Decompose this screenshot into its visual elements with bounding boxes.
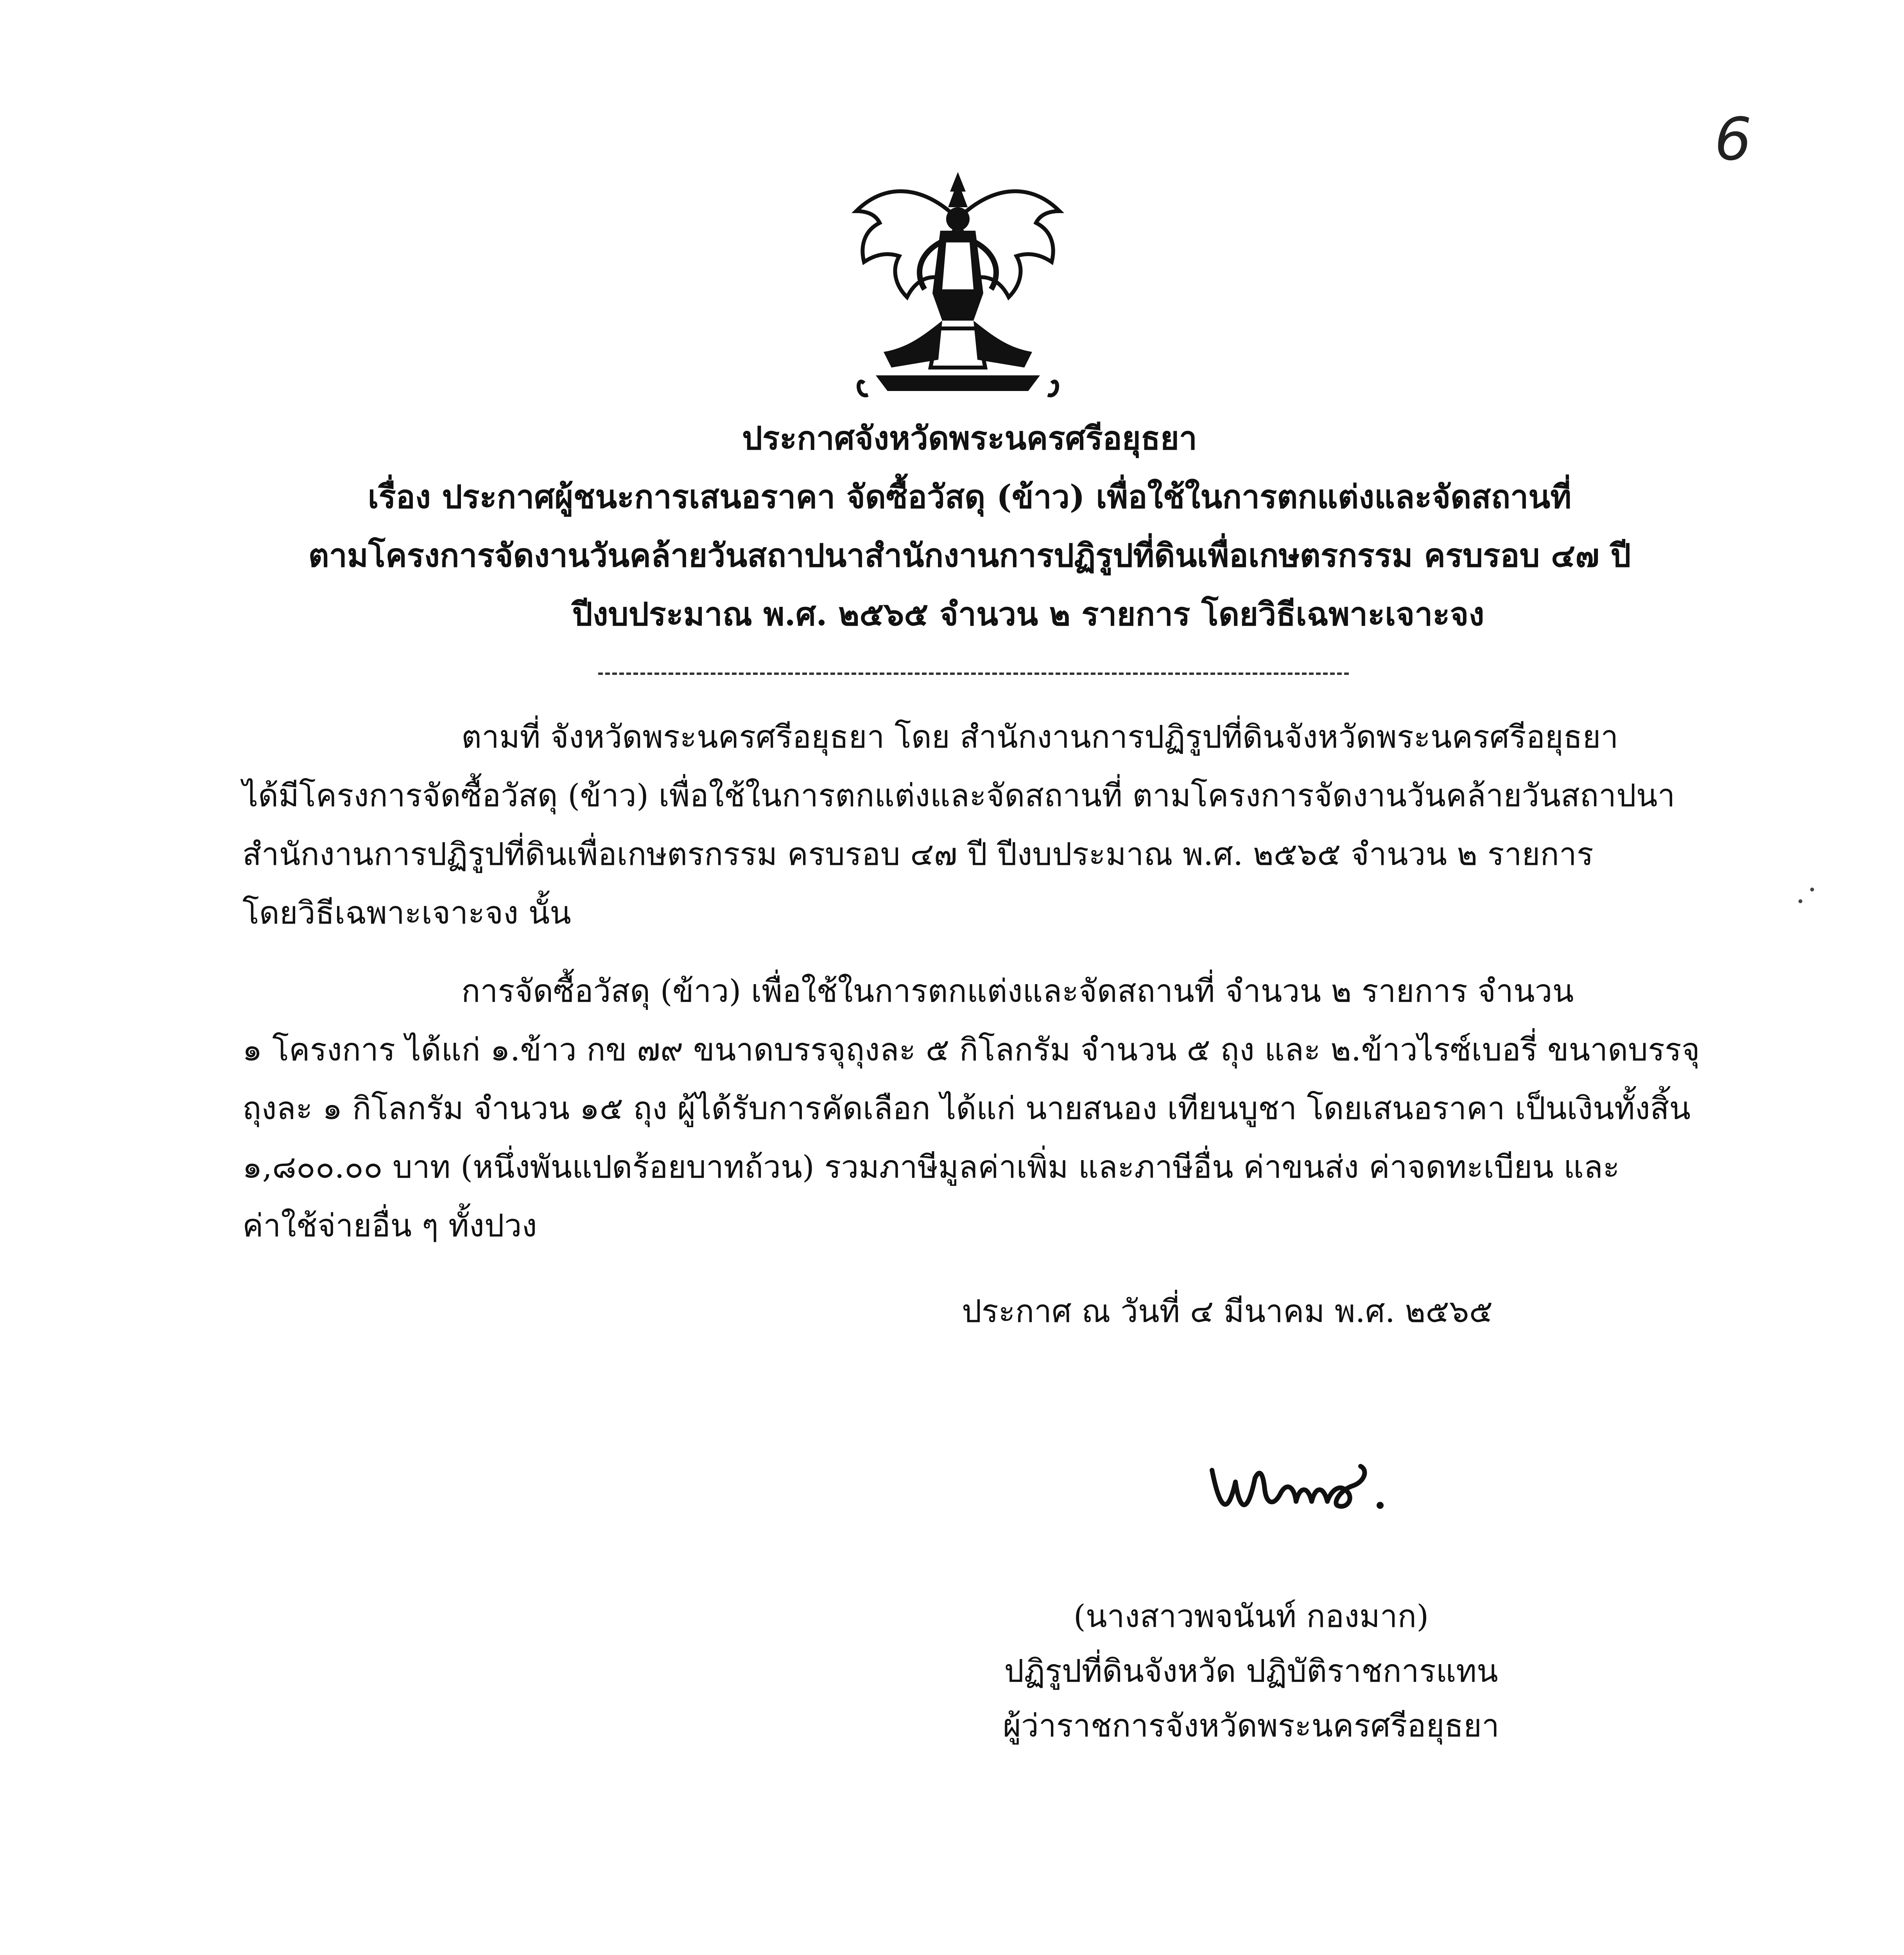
signer-role: ปฏิรูปที่ดินจังหวัด ปฏิบัติราชการแทน [1004, 1653, 1498, 1689]
signer-name: (นางสาวพจนันท์ กองมาก) [1073, 1598, 1429, 1634]
document-title: ประกาศจังหวัดพระนครศรีอยุธยา [742, 420, 1197, 457]
signer-authority: ผู้ว่าราชการจังหวัดพระนครศรีอยุธยา [1003, 1707, 1499, 1744]
scan-speck [1798, 899, 1802, 903]
handwritten-signature [1196, 1447, 1470, 1533]
paragraph-1-line: โดยวิธีเฉพาะเจาะจง นั้น [242, 895, 571, 931]
paragraph-2 [242, 962, 1700, 1255]
subject-line: เรื่อง ประกาศผู้ชนะการเสนอราคา จัดซื้อวัสดุ (ข้าว) เพื่อใช้ในการตกแต่งและจัดสถานที่ [368, 478, 1572, 516]
page-number-mark: 6 [1714, 106, 1752, 174]
paragraph-1 [242, 708, 1689, 942]
paragraph-2-line: ค่าใช้จ่ายอื่น ๆ ทั้งปวง [242, 1207, 537, 1244]
paragraph-2-line: ๑ โครงการ ได้แก่ ๑.ข้าว กข ๗๙ ขนาดบรรจุถุงละ ๕ กิโลกรัม จำนวน ๕ ถุง และ ๒.ข้าวไรซ์เบอรี่ ขนาดบรรจุ [242, 1031, 1700, 1068]
paragraph-2-line: การจัดซื้อวัสดุ (ข้าว) เพื่อใช้ในการตกแต่งและจัดสถานที่ จำนวน ๒ รายการ จำนวน [461, 973, 1574, 1009]
announcement-date: ประกาศ ณ วันที่ ๔ มีนาคม พ.ศ. ๒๕๖๕ [962, 1293, 1493, 1329]
scan-speck [1810, 888, 1814, 891]
subject-line-final: ปีงบประมาณ พ.ศ. ๒๕๖๕ จำนวน ๒ รายการ โดยวิธีเฉพาะเจาะจง [572, 595, 1484, 633]
paragraph-2-line: ๑,๘๐๐.๐๐ บาท (หนึ่งพันแปดร้อยบาทถ้วน) รวมภาษีมูลค่าเพิ่ม และภาษีอื่น ค่าขนส่ง ค่าจดทะเบียน และ [242, 1149, 1620, 1185]
paragraph-1-line: สำนักงานการปฏิรูปที่ดินเพื่อเกษตรกรรม ครบรอบ ๔๗ ปี ปีงบประมาณ พ.ศ. ๒๕๖๕ จำนวน ๒ รายการ [242, 836, 1594, 872]
paragraph-2-line: ถุงละ ๑ กิโลกรัม จำนวน ๑๕ ถุง ผู้ได้รับการคัดเลือก ได้แก่ นายสนอง เทียนบูชา โดยเสนอราคา เป็นเงินทั้งสิ้น [242, 1090, 1691, 1126]
subject-line-continued: ตามโครงการจัดงานวันคล้ายวันสถาปนาสำนักงานการปฏิรูปที่ดินเพื่อเกษตรกรรม ครบรอบ ๔๗ ปี [308, 537, 1631, 574]
garuda-emblem-icon [841, 164, 1075, 407]
paragraph-1-line: ได้มีโครงการจัดซื้อวัสดุ (ข้าว) เพื่อใช้ในการตกแต่งและจัดสถานที่ ตามโครงการจัดงานวันคล้ายวันสถาปนา [242, 777, 1675, 814]
header-divider [598, 673, 1349, 675]
paragraph-1-line: ตามที่ จังหวัดพระนครศรีอยุธยา โดย สำนักงานการปฏิรูปที่ดินจังหวัดพระนครศรีอยุธยา [461, 719, 1619, 755]
